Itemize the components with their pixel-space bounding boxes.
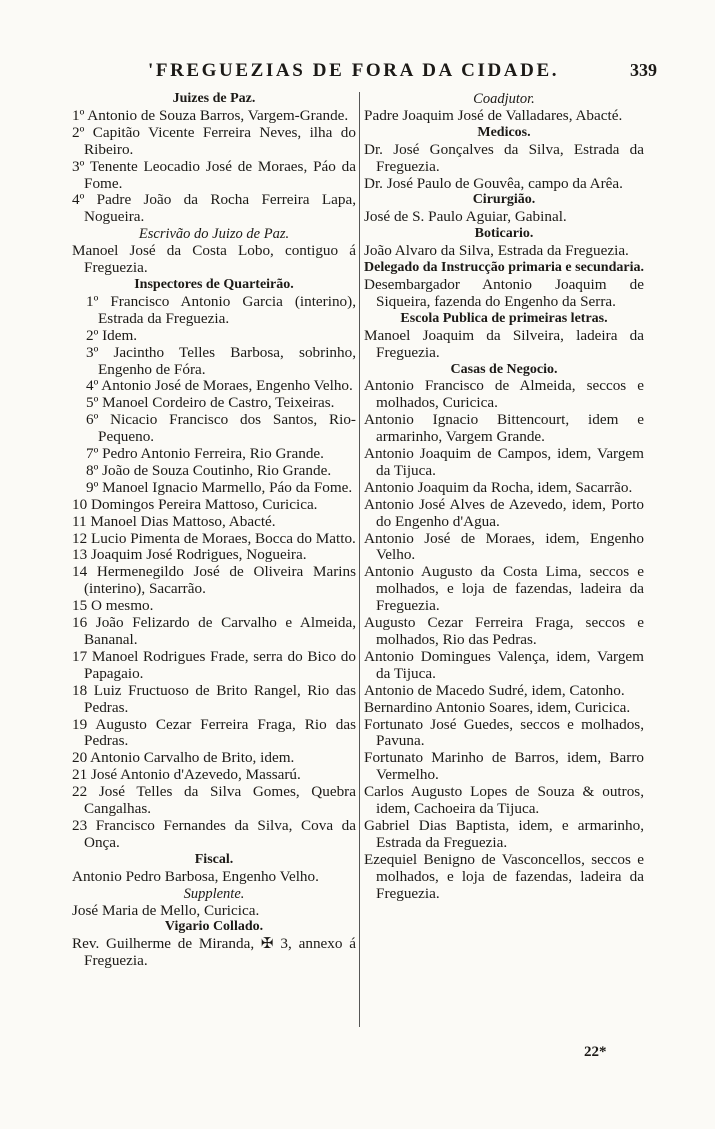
list-entry: 20 Antonio Carvalho de Brito, idem.	[72, 749, 295, 767]
list-entry: 19 Augusto Cezar Ferreira Fraga, Rio das Pedras.	[72, 715, 356, 750]
list-entry: 23 Francisco Fernandes da Silva, Cova da Onça.	[72, 816, 356, 851]
list-entry: 2º Idem.	[86, 326, 138, 344]
running-title: 'FREGUEZIAS DE FORA DA CIDADE.	[148, 60, 560, 81]
list-entry: Antonio José de Moraes, idem, Engenho Velho.	[364, 529, 644, 564]
list-entry: 17 Manoel Rodrigues Frade, serra do Bico do Papagaio.	[72, 647, 356, 682]
list-entry: 3º Jacintho Telles Barbosa, sobrinho, Engenho de Fóra.	[86, 343, 356, 378]
section-subheading: Supplente.	[183, 885, 245, 902]
section-heading: Juizes de Paz.	[172, 91, 256, 106]
list-entry: João Alvaro da Silva, Estrada da Freguezia.	[364, 242, 629, 260]
column-divider	[359, 92, 360, 1027]
section-heading: Boticario.	[474, 226, 534, 242]
list-entry: 1º Antonio de Souza Barros, Vargem-Grande.	[72, 106, 349, 124]
list-entry: Antonio Joaquim da Rocha, idem, Sacarrão.	[364, 478, 633, 496]
list-entry: Antonio Ignacio Bittencourt, idem e armarinho, Vargem Grande.	[364, 411, 644, 446]
list-entry: Antonio de Macedo Sudré, idem, Catonho.	[364, 681, 625, 699]
list-entry: 14 Hermenegildo José de Oliveira Marins (interino), Sacarrão.	[72, 563, 356, 598]
list-entry: 4º Padre João da Rocha Ferreira Lapa, Nogueira.	[72, 191, 356, 226]
list-entry: 18 Luiz Fructuoso de Brito Rangel, Rio das Pedras.	[72, 681, 356, 716]
section-subheading: Escrivão do Juizo de Paz.	[138, 226, 290, 243]
list-entry: Manoel Joaquim da Silveira, ladeira da Freguezia.	[364, 326, 644, 361]
list-entry: 11 Manoel Dias Mattoso, Abacté.	[72, 512, 276, 530]
list-entry: Antonio Augusto da Costa Lima, seccos e molhados, e loja de fazendas, ladeira da Freguezia.	[364, 563, 644, 615]
list-entry: Rev. Guilherme de Miranda, ✠ 3, annexo á Freguezia.	[72, 935, 356, 970]
list-entry: Antonio Pedro Barbosa, Engenho Velho.	[72, 867, 319, 885]
page-header	[0, 60, 715, 84]
list-entry: Ezequiel Benigno de Vasconcellos, seccos e molhados, e loja de fazendas, ladeira da Freguezia.	[364, 850, 644, 902]
list-entry: 22 José Telles da Silva Gomes, Quebra Cangalhas.	[72, 783, 356, 818]
section-heading: Casas de Negocio.	[450, 361, 558, 377]
list-entry: 1º Francisco Antonio Garcia (interino), Estrada da Freguezia.	[86, 292, 356, 327]
list-entry: 2º Capitão Vicente Ferreira Neves, ilha do Ribeiro.	[72, 123, 356, 158]
list-entry: 6º Nicacio Francisco dos Santos, Rio-Pequeno.	[86, 411, 356, 446]
list-entry: Bernardino Antonio Soares, idem, Curicica.	[364, 698, 631, 716]
list-entry: Fortunato Marinho de Barros, idem, Barro Vermelho.	[364, 749, 644, 784]
list-entry: José de S. Paulo Aguiar, Gabinal.	[364, 208, 567, 226]
list-entry: Manoel José da Costa Lobo, contiguo á Freguezia.	[72, 242, 356, 277]
list-entry: 10 Domingos Pereira Mattoso, Curicica.	[72, 495, 318, 513]
list-entry: 16 João Felizardo de Carvalho e Almeida, Bananal.	[72, 614, 356, 648]
list-entry: 7º Pedro Antonio Ferreira, Rio Grande.	[86, 445, 324, 463]
section-subheading: Coadjutor.	[473, 91, 535, 107]
list-entry: 4º Antonio José de Moraes, Engenho Velho.	[86, 377, 353, 395]
section-heading: Medicos.	[477, 124, 531, 140]
section-heading: Fiscal.	[194, 851, 234, 867]
list-entry: José Maria de Mello, Curicica.	[72, 901, 260, 919]
list-entry: Padre Joaquim José de Valladares, Abacté.	[364, 106, 623, 124]
list-entry: 12 Lucio Pimenta de Moraes, Bocca do Matto.	[72, 529, 356, 547]
list-entry: 21 José Antonio d'Azevedo, Massarú.	[72, 766, 301, 784]
list-entry: 13 Joaquim José Rodrigues, Nogueira.	[72, 546, 307, 564]
section-heading: Escola Publica de primeiras letras.	[400, 310, 608, 326]
list-entry: 5º Manoel Cordeiro de Castro, Teixeiras.	[86, 394, 335, 412]
list-entry: Augusto Cezar Ferreira Fraga, seccos e molhados, Rio das Pedras.	[364, 614, 644, 648]
list-entry: Carlos Augusto Lopes de Souza & outros, idem, Cachoeira da Tijuca.	[364, 783, 644, 818]
list-entry: 9º Manoel Ignacio Marmello, Páo da Fome.	[86, 478, 353, 496]
list-entry: Antonio Domingues Valença, idem, Vargem da Tijuca.	[364, 647, 644, 682]
list-entry: Desembargador Antonio Joaquim de Siqueira, fazenda do Engenho da Serra.	[364, 275, 644, 310]
section-heading: Cirurgião.	[472, 192, 536, 208]
list-entry: Gabriel Dias Baptista, idem, e armarinho, Estrada da Freguezia.	[364, 816, 644, 851]
list-entry: Dr. José Gonçalves da Silva, Estrada da Freguezia.	[364, 140, 644, 175]
left-column	[72, 91, 356, 970]
list-entry: 8º João de Souza Coutinho, Rio Grande.	[86, 461, 332, 479]
list-entry: Antonio Joaquim de Campos, idem, Vargem da Tijuca.	[364, 445, 644, 479]
list-entry: 15 O mesmo.	[72, 597, 154, 615]
list-entry: Fortunato José Guedes, seccos e molhados, Pavuna.	[364, 715, 644, 750]
list-entry: Antonio Francisco de Almeida, seccos e molhados, Curicica.	[364, 377, 644, 412]
right-column	[364, 91, 644, 903]
list-entry: Dr. José Paulo de Gouvêa, campo da Arêa.	[364, 174, 623, 192]
section-heading: Delegado da Instrucção primaria e secundaria.	[364, 260, 644, 276]
signature-mark: 22*	[584, 1044, 607, 1060]
list-entry: 3º Tenente Leocadio José de Moraes, Páo da Fome.	[72, 157, 356, 192]
list-entry: Antonio José Alves de Azevedo, idem, Porto do Engenho d'Agua.	[364, 495, 644, 530]
section-heading: Inspectores de Quarteirão.	[134, 276, 294, 292]
section-heading: Vigario Collado.	[164, 919, 264, 935]
page-number: 339	[630, 60, 657, 80]
